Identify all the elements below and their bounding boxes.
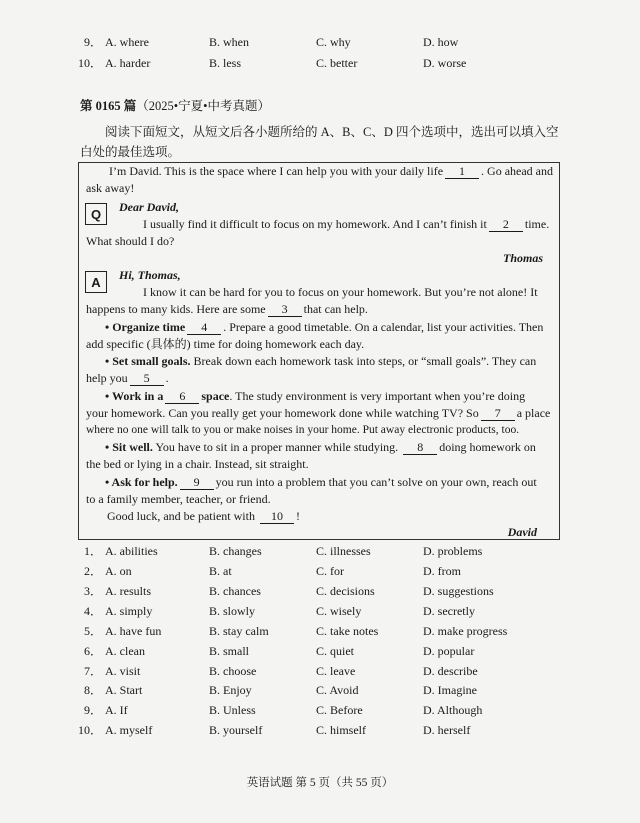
answer-line: your homework. Can you really get your homework done while watching TV? So 7 a place — [86, 406, 551, 420]
answer-line: happens to many kids. Here are some 3 that can help. — [86, 302, 368, 316]
answer-line: I know it can be hard for you to focus on your homework. But you’re not alone! It — [143, 285, 538, 299]
blank-10: 10 — [260, 510, 294, 524]
question-line: I usually find it difficult to focus on my homework. And I can’t finish it 2 time. — [143, 217, 550, 231]
closing-line: Good luck, and be patient with 10 ! — [107, 509, 300, 523]
option-a: A. where — [105, 35, 149, 49]
option-d: D. how — [423, 35, 459, 49]
blank-3: 3 — [268, 303, 302, 317]
section-source: （2025•宁夏•中考真题） — [136, 99, 271, 113]
section-instructions: 阅读下面短文，从短文后各小题所给的 A、B、C、D 四个选项中，选出可以填入空白处的最佳选项。 — [80, 125, 559, 159]
question-signature: Thomas — [502, 251, 543, 265]
answer-line: help you 5 . — [86, 371, 169, 385]
option-d: D. worse — [423, 56, 467, 70]
blank-4: 4 — [187, 321, 221, 335]
option-b: B. less — [209, 56, 242, 70]
answer-line: add specific (具体的) time for doing homework each day. — [86, 337, 365, 351]
intro-line: I’m David. This is the space where I can help you with your daily life 1 . Go ahead and — [109, 164, 554, 178]
blank-7: 7 — [481, 407, 515, 421]
tip-help: • Ask for help. 9 you run into a problem that you can’t solve on your own, reach out — [105, 475, 537, 489]
blank-5: 5 — [130, 372, 164, 386]
page-footer: 英语试题 第 5 页（共 55 页） — [246, 777, 394, 789]
option-c: C. better — [316, 56, 358, 70]
blank-1: 1 — [445, 165, 479, 179]
tip-organize: • Organize time 4 . Prepare a good timetable. On a calendar, list your activities. Then — [105, 320, 544, 334]
answer-badge: A — [85, 271, 107, 293]
option-a: A. harder — [105, 56, 151, 70]
tip-space: • Work in a 6 space. The study environment is very important when you’re doing — [105, 389, 526, 403]
question-badge: Q — [85, 203, 107, 225]
option-number: 10． — [78, 56, 103, 70]
intro-line: ask away! — [86, 181, 135, 195]
exam-page: 9． A. where B. when C. why D. how 10． A. harder B. less C. better D. worse 第 0165 篇（2025•宁夏•中考真题） 阅读下面短文，从短文后各小题所给的 A、B、C、D 四个选项中，选出可以填入空白处的最佳选项。 I’m David. This is the space where I can help you with your daily life 1 . Go ahead and ask away! Q Dear David, I usually find it difficult to focus on my homework. And I can’t finish it 2 time. What should I do? Thomas A Hi, Thomas, I know it can be hard for you to focus on your homework. But you’re not alone! It happens to many kids. Here are some 3 that can help. • Organize time 4 . Prepare a good timetable. On a calendar, list your activities. Then add specific (具体的) time for doing homework each day. • Set small goals. Break down each homework task into steps, or “small goals”. They can help you 5 . • Work in a 6 space. The study environment is very important when you’re doing your homework. Can you really get your homework done while watching TV? So 7 a place where no one will talk to you or make noises in your home. Put away electronic products, too. • Sit well. You have to sit in a proper manner while studying. 8 doing homework on the bed or lying in a chair. Instead, sit straight. • Ask for help. 9 you run into a problem that you can’t solve on your own, reach out to a family member, teacher, or friend. Good luck, and be patient with 10 ! David 1． A. abilities B. changes C. illnesses D. problems 2． A. on B. at C. for D. from 3． A. results B. chances C. decisions D. suggestions 4． A. simply B. slowly C. wisely D. secretly 5． A. have fun B. stay calm C. take notes D. make progress 6． A. clean B. small C. quiet D. popular 7． A. visit B. choose C. leave D. describe 8． A. Start B. Enjoy C. Avoid D. Imagine 9． A. If B. Unless C. Before D. Although 10． A. myself B. yourself C. himself D. herself 英语试题 第 5 页（共 55 页） — [0, 0, 640, 823]
passage-box — [78, 162, 560, 540]
answer-line: to a family member, teacher, or friend. — [86, 492, 271, 506]
blank-6: 6 — [165, 390, 199, 404]
blank-8: 8 — [403, 441, 437, 455]
option-c: C. why — [316, 35, 351, 49]
tip-goals: • Set small goals. Break down each homework task into steps, or “small goals”. They can — [105, 354, 537, 368]
question-line: What should I do? — [86, 234, 175, 248]
answer-greeting: Hi, Thomas, — [119, 268, 181, 282]
tip-sit: • Sit well. You have to sit in a proper manner while studying. 8 doing homework on — [105, 440, 536, 454]
answer-signature: David — [507, 525, 537, 539]
blank-9: 9 — [180, 476, 214, 490]
option-b: B. when — [209, 35, 249, 49]
blank-2: 2 — [489, 218, 523, 232]
section-heading — [80, 96, 270, 114]
answer-line: where no one will talk to you or make noises in your home. Put away electronic products, too. — [86, 424, 520, 436]
option-number: 9． — [83, 35, 102, 49]
answer-line: the bed or lying in a chair. Instead, sit straight. — [86, 457, 309, 471]
question-greeting: Dear David, — [119, 200, 179, 214]
section-number: 第 0165 篇 — [80, 99, 137, 113]
